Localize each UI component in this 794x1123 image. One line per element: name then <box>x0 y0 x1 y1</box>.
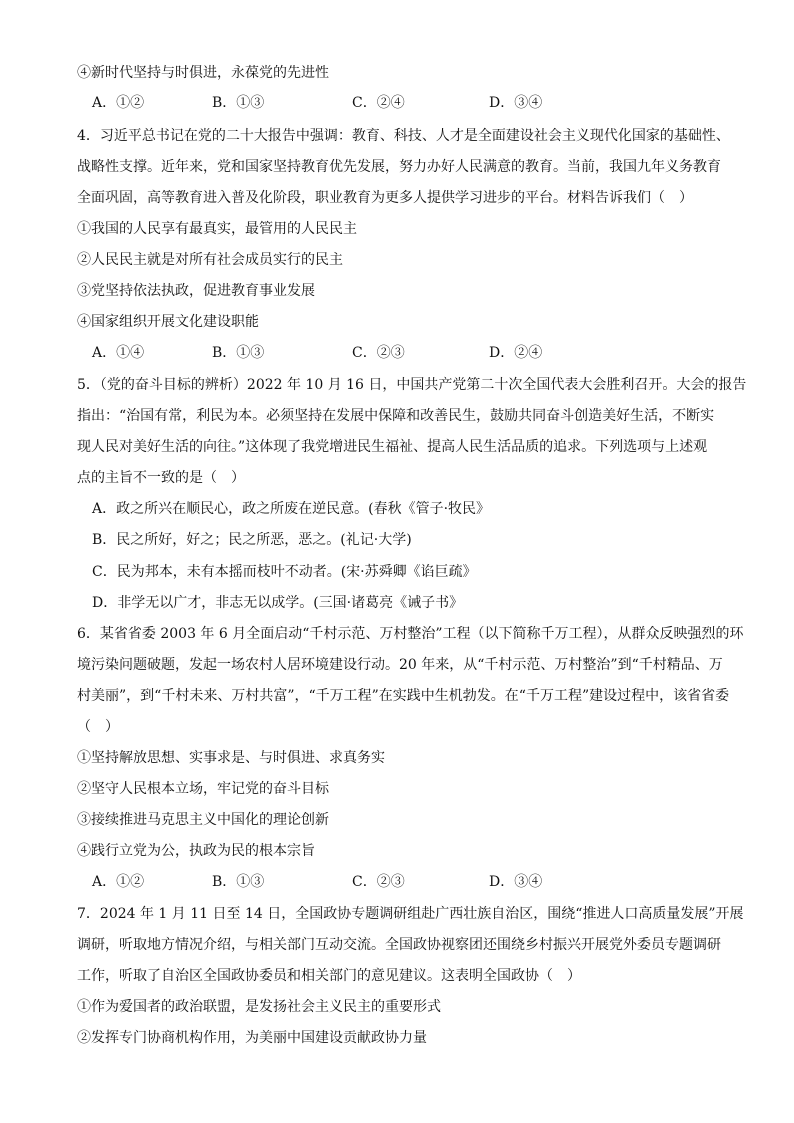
q4-choice-1: ①我国的人民享有最真实，最管用的人民民主 <box>77 221 357 237</box>
q4-stem-line: 4．习近平总书记在党的二十大报告中强调：教育、科技、人才是全面建设社会主义现代化国家的基础性、 <box>77 128 730 144</box>
q4-choice-4: ④国家组织开展文化建设职能 <box>77 314 259 330</box>
q4-option-d: D．②④ <box>489 345 543 361</box>
q7-choice-2: ②发挥专门协商机构作用，为美丽中国建设贡献政协力量 <box>77 1030 427 1046</box>
q3-options <box>92 93 632 113</box>
q4-option-a: A．①④ <box>92 345 145 361</box>
q3-option-d: D．③④ <box>489 95 543 111</box>
q6-stem-line: 村美丽”，到“千村未来、万村共富”，“千万工程”在实践中生机勃发。在“千万工程”建设过程中，该省省委 <box>77 688 730 704</box>
q5-option-a: A．政之所兴在顺民心，政之所废在逆民意。(春秋《管子·牧民》 <box>92 501 491 517</box>
q4-stem-line: 全面巩固，高等教育进入普及化阶段，职业教育为更多人提供学习进步的平台。材料告诉我们（ ） <box>77 190 693 206</box>
q6-options <box>92 872 632 892</box>
q5-option-c: C．民为邦本，未有本摇而枝叶不动者。(宋·苏舜卿《谄巨疏》 <box>92 564 477 580</box>
q6-choice-1: ①坚持解放思想、实事求是、与时俱进、求真务实 <box>77 750 385 766</box>
q6-option-d: D．③④ <box>489 874 543 890</box>
q6-option-b: B．①③ <box>212 874 265 890</box>
q6-stem-line: 6．某省省委 2003 年 6 月全面启动“千村示范、万村整治”工程（以下简称千万工程），从群众反映强烈的环 <box>77 626 744 642</box>
q7-stem-line: 调研，听取地方情况介绍，与相关部门互动交流。全国政协视察团还围绕乡村振兴开展党外委员专题调研 <box>77 937 721 953</box>
q4-options <box>92 343 632 363</box>
q6-option-c: C．②③ <box>352 874 405 890</box>
q5-option-b: B．民之所好，好之；民之所恶，恶之。(礼记·大学) <box>92 532 412 548</box>
q6-choice-4: ④践行立党为公，执政为民的根本宗旨 <box>77 843 315 859</box>
q5-stem-line: 现人民对美好生活的向往。”这体现了我党增进民生福祉、提高人民生活品质的追求。下列选项与上述观 <box>77 439 708 455</box>
q3-option-c: C．②④ <box>352 95 405 111</box>
q7-choice-1: ①作为爱国者的政治联盟，是发扬社会主义民主的重要形式 <box>77 999 441 1015</box>
q5-stem-line: 指出：“治国有常，利民为本。必须坚持在发展中保障和改善民生，鼓励共同奋斗创造美好生活，不断实 <box>77 408 715 424</box>
q6-choice-2: ②坚守人民根本立场，牢记党的奋斗目标 <box>77 781 329 797</box>
q4-option-b: B．①③ <box>212 345 265 361</box>
q3-option-a: A．①② <box>92 95 145 111</box>
q5-stem-line: 点的主旨不一致的是（ ） <box>77 470 245 486</box>
q3-option-b: B．①③ <box>212 95 265 111</box>
q7-stem-line: 7．2024 年 1 月 11 日至 14 日，全国政协专题调研组赴广西壮族自治区，围绕“推进人口高质量发展”开展 <box>77 906 744 922</box>
q4-option-c: C．②③ <box>352 345 405 361</box>
q6-stem-line: （ ） <box>77 719 119 735</box>
q4-choice-3: ③党坚持依法执政，促进教育事业发展 <box>77 283 315 299</box>
q7-stem-line: 工作，听取了自治区全国政协委员和相关部门的意见建议。这表明全国政协（ ） <box>77 968 581 984</box>
q4-choice-2: ②人民民主就是对所有社会成员实行的民主 <box>77 252 343 268</box>
q5-option-d: D．非学无以广才，非志无以成学。(三国·诸葛亮《诫子书》 <box>92 595 464 611</box>
q6-choice-3: ③接续推进马克思主义中国化的理论创新 <box>77 812 329 828</box>
q4-stem-line: 战略性支撑。近年来，党和国家坚持教育优先发展，努力办好人民满意的教育。当前，我国九年义务教育 <box>77 159 721 175</box>
q6-option-a: A．①② <box>92 874 145 890</box>
q6-stem-line: 境污染问题破题，发起一场农村人居环境建设行动。20 年来，从“千村示范、万村整治”到“千村精品、万 <box>77 657 723 673</box>
q5-stem-line: 5．（党的奋斗目标的辨析）2022 年 10 月 16 日，中国共产党第二十次全国代表大会胜利召开。大会的报告 <box>77 377 747 393</box>
q3-choice-4: ④新时代坚持与时俱进，永葆党的先进性 <box>77 65 329 81</box>
